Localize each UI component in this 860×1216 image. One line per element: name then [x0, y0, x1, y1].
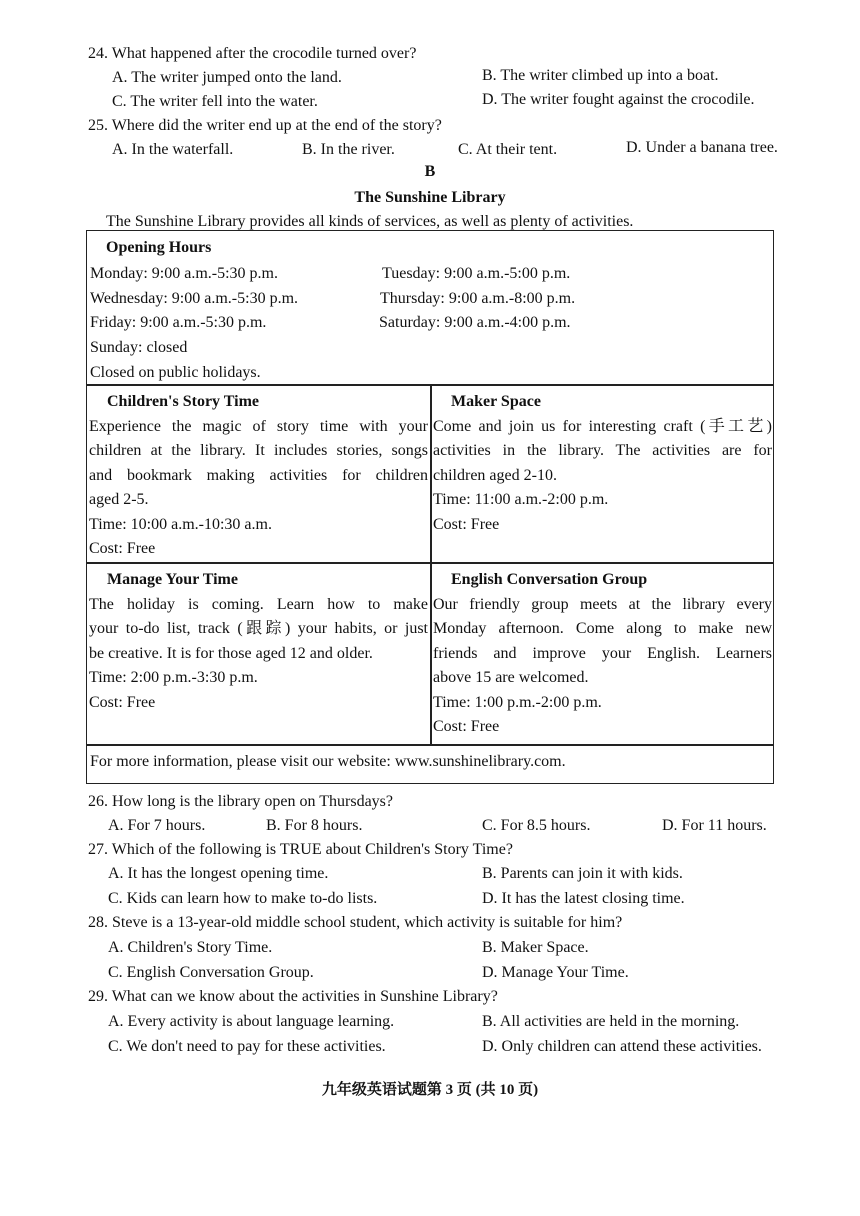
q29-option-d: D. Only children can attend these activities. — [482, 1038, 762, 1055]
q27-option-c: C. Kids can learn how to make to-do lists. — [108, 890, 378, 907]
hours-friday: Friday: 9:00 a.m.-5:30 p.m. — [90, 314, 267, 331]
manage-time-time: Time: 2:00 p.m.-3:30 p.m. — [89, 669, 258, 686]
manage-time-line-3: be creative. It is for those aged 12 and older. — [89, 644, 373, 662]
website-info: For more information, please visit our website: www.sunshinelibrary.com. — [90, 753, 566, 770]
hours-tuesday: Tuesday: 9:00 a.m.-5:00 p.m. — [382, 265, 571, 282]
q28-option-c: C. English Conversation Group. — [108, 964, 314, 981]
manage-time-cost: Cost: Free — [89, 693, 156, 711]
opening-hours-heading: Opening Hours — [106, 239, 212, 256]
q25-option-c: C. At their tent. — [458, 141, 558, 158]
manage-time-heading: Manage Your Time — [107, 571, 238, 588]
q29-option-a: A. Every activity is about language learning. — [108, 1013, 395, 1030]
passage-title: The Sunshine Library — [354, 189, 506, 206]
maker-space-line-1: Come and join us for interesting craft (手工艺) — [433, 417, 772, 435]
maker-space-cell — [433, 390, 772, 537]
table-column-divider — [430, 384, 432, 744]
maker-space-time: Time: 11:00 a.m.-2:00 p.m. — [433, 491, 609, 508]
story-time-line-3: and bookmark making activities for children — [89, 466, 428, 484]
q27-option-b: B. Parents can join it with kids. — [482, 865, 683, 882]
q24-option-d: D. The writer fought against the crocodile. — [482, 91, 755, 108]
english-group-cost: Cost: Free — [433, 718, 500, 735]
q28-option-a: A. Children's Story Time. — [108, 939, 273, 956]
q29-option-c: C. We don't need to pay for these activities. — [108, 1038, 386, 1055]
opening-hours-section — [88, 236, 772, 384]
manage-time-line-2: your to-do list, track (跟踪) your habits, or just — [89, 620, 428, 637]
maker-space-line-2: activities in the library. The activities are for — [433, 442, 772, 459]
question-26-stem: 26. How long is the library open on Thursdays? — [88, 793, 393, 810]
q24-option-b: B. The writer climbed up into a boat. — [482, 67, 719, 84]
story-time-heading: Children's Story Time — [107, 393, 260, 410]
english-group-line-2: Monday afternoon. Come along to make new — [433, 620, 772, 637]
q24-option-c: C. The writer fell into the water. — [112, 93, 318, 110]
question-24-stem: 24. What happened after the crocodile turned over? — [88, 45, 417, 62]
hours-sunday: Sunday: closed — [90, 339, 188, 356]
story-time-line-2: children at the library. It includes stories, songs — [89, 442, 428, 459]
story-time-time: Time: 10:00 a.m.-10:30 a.m. — [89, 515, 272, 533]
question-27-stem: 27. Which of the following is TRUE about Children's Story Time? — [88, 841, 513, 858]
english-group-heading: English Conversation Group — [451, 571, 648, 588]
english-group-time: Time: 1:00 p.m.-2:00 p.m. — [433, 693, 602, 711]
hours-wednesday: Wednesday: 9:00 a.m.-5:30 p.m. — [90, 290, 299, 307]
q28-option-d: D. Manage Your Time. — [482, 964, 629, 981]
english-group-line-3: friends and improve your English. Learners — [433, 644, 772, 662]
q28-option-b: B. Maker Space. — [482, 939, 589, 956]
q26-option-a: A. For 7 hours. — [108, 817, 206, 834]
story-time-cost: Cost: Free — [89, 540, 156, 557]
question-28-stem: 28. Steve is a 13-year-old middle school student, which activity is suitable for him? — [88, 914, 623, 931]
passage-intro: The Sunshine Library provides all kinds of services, as well as plenty of activities. — [106, 213, 634, 230]
page-number-footer: 九年级英语试题第 3 页 (共 10 页) — [321, 1082, 539, 1098]
hours-monday: Monday: 9:00 a.m.-5:30 p.m. — [90, 265, 278, 282]
q27-option-d: D. It has the latest closing time. — [482, 890, 685, 907]
q26-option-c: C. For 8.5 hours. — [482, 817, 591, 834]
q24-option-a: A. The writer jumped onto the land. — [112, 69, 342, 86]
section-letter: B — [424, 163, 436, 180]
maker-space-heading: Maker Space — [451, 393, 541, 410]
english-group-line-1: Our friendly group meets at the library every — [433, 595, 772, 613]
q25-option-d: D. Under a banana tree. — [626, 139, 778, 156]
english-group-cell — [433, 568, 772, 740]
q26-option-d: D. For 11 hours. — [662, 817, 767, 834]
story-time-line-4: aged 2-5. — [89, 491, 149, 508]
maker-space-cost: Cost: Free — [433, 515, 500, 533]
story-time-line-1: Experience the magic of story time with your — [89, 417, 428, 435]
table-divider — [86, 744, 774, 746]
q27-option-a: A. It has the longest opening time. — [108, 865, 329, 882]
q25-option-a: A. In the waterfall. — [112, 141, 234, 158]
question-29-stem: 29. What can we know about the activities in Sunshine Library? — [88, 988, 498, 1005]
english-group-line-4: above 15 are welcomed. — [433, 669, 589, 686]
story-time-cell — [89, 390, 428, 562]
q26-option-b: B. For 8 hours. — [266, 817, 363, 834]
hours-saturday: Saturday: 9:00 a.m.-4:00 p.m. — [379, 314, 571, 331]
q29-option-b: B. All activities are held in the morning. — [482, 1013, 740, 1030]
q25-option-b: B. In the river. — [302, 141, 395, 158]
table-divider — [86, 562, 774, 564]
hours-holidays: Closed on public holidays. — [90, 364, 261, 381]
manage-time-cell — [89, 568, 428, 715]
manage-time-line-1: The holiday is coming. Learn how to make — [89, 595, 428, 613]
maker-space-line-3: children aged 2-10. — [433, 466, 557, 484]
question-25-stem: 25. Where did the writer end up at the end of the story? — [88, 117, 442, 134]
hours-thursday: Thursday: 9:00 a.m.-8:00 p.m. — [380, 290, 576, 307]
